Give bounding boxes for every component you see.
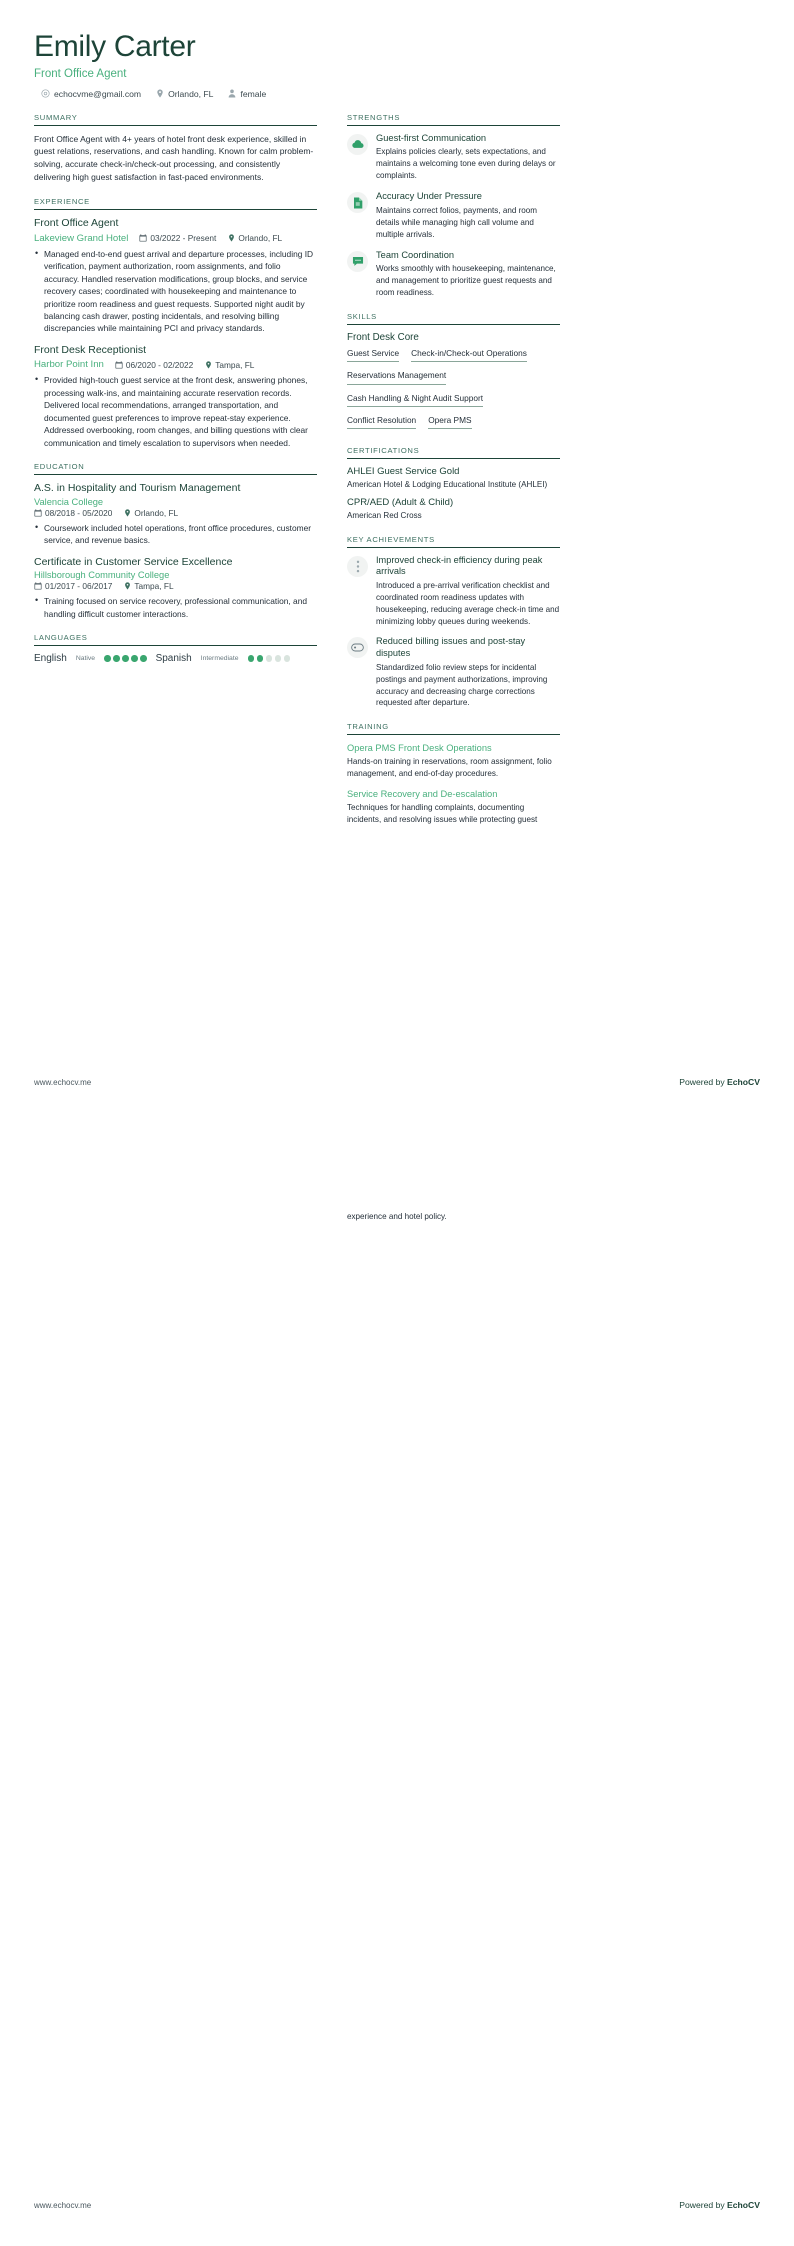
skill-group-name: Front Desk Core [347,332,419,344]
experience-dates-text: 03/2022 - Present [150,233,217,244]
education-location-text: Tampa, FL [134,581,174,592]
education-bullets [34,595,317,620]
right-column [347,113,560,839]
strength-item [347,133,560,183]
experience-dates [139,233,216,243]
page2-left-column [34,1123,317,1223]
section-title-skills: SKILLS [347,312,377,322]
experience-company: Lakeview Grand Hotel [34,232,129,244]
footer-brand-name: EchoCV [727,2200,760,2210]
section-title-achievements: KEY ACHIEVEMENTS [347,534,435,544]
experience-location-text: Tampa, FL [215,359,255,370]
education-dates-text: 01/2017 - 06/2017 [45,581,113,592]
footer-powered-prefix: Powered by [679,1077,728,1087]
document-icon [347,192,368,213]
experience-location [204,360,254,370]
skill-chip: Guest Service [347,348,399,362]
contact-email-text: echocvme@gmail.com [54,88,142,99]
language-rating [104,655,147,662]
education-bullet: • Training focused on service recovery, professional communication, and handling difficult customer interactions. [34,595,317,620]
experience-bullet: • Provided high-touch guest service at the front desk, answering phones, processing walk-ins, and maintaining accurate reservation records. Delivered local recommendations, arranged transportation, and documented guest preferences to improve repeat-stay experience. Addressed overbooking, room changes, and billing questions with clear communication and timely escalation to supervisors when needed. [34,374,317,449]
contact-gender [227,89,266,99]
rating-dot [275,655,282,662]
education-entry [34,482,317,547]
education-dates [34,581,112,591]
strength-title: Team Coordination [376,249,455,260]
language-name: Spanish [155,653,192,665]
language-rating [248,655,291,662]
training-desc: Hands-on training in reservations, room assignment, folio management, and end-of-day procedures. [347,757,552,779]
education-location-text: Orlando, FL [134,507,179,518]
footer-brand [679,1077,760,1087]
strength-desc: Explains policies clearly, sets expectations, and maintains a welcoming tone even during delays or complaints. [376,147,556,181]
footer-brand-name: EchoCV [727,1077,760,1087]
chat-bubble-icon [347,251,368,272]
education-school: Hillsborough Community College [34,570,170,581]
section-rule [34,209,317,210]
section-title-certifications: CERTIFICATIONS [347,446,420,456]
section-title-summary: SUMMARY [34,112,78,122]
section-title-strengths: STRENGTHS [347,112,401,122]
achievement-title: Reduced billing issues and post-stay disputes [376,636,526,659]
summary-text: Front Office Agent with 4+ years of hotel front desk experience, skilled in guest relations, reservations, and cash handling. Known for calm problem-solving, accurate check-in/check-out processing, and consistently delivering high guest satisfaction in fast-paced environments. [34,133,314,183]
section-certifications [347,446,560,521]
section-rule [347,458,560,459]
section-rule [34,645,317,646]
rating-dot [140,655,147,662]
strength-item [347,191,560,241]
rating-dot [248,655,255,662]
section-experience [34,197,317,449]
footer-powered-prefix: Powered by [679,2200,728,2210]
education-location [123,508,178,518]
resume-header [0,0,794,99]
training-item [347,788,560,826]
education-dates [34,508,112,518]
experience-dates-text: 06/2020 - 02/2022 [125,359,194,370]
page-title: Emily Carter [34,30,196,63]
section-training [347,722,560,825]
strength-item [347,250,560,300]
section-rule [347,324,560,325]
section-strengths [347,113,560,300]
skill-chip: Check-in/Check-out Operations [411,348,527,362]
section-rule [34,125,317,126]
vertical-dots-icon [347,556,368,577]
section-rule [347,734,560,735]
certification-item [347,497,560,521]
page-footer [34,1077,760,1087]
experience-meta [34,233,317,244]
skill-chip: Opera PMS [428,415,471,429]
experience-job-title: Front Office Agent [34,217,119,230]
achievement-title: Improved check-in efficiency during peak arrivals [376,554,543,577]
section-rule [34,474,317,475]
language-level: Native [75,655,96,663]
map-pin-icon [227,234,235,242]
education-meta [34,508,317,518]
education-dates-text: 08/2018 - 05/2020 [45,507,113,518]
training-desc: Techniques for handling complaints, documenting incidents, and resolving issues while protecting guest [347,802,538,824]
certification-issuer: American Hotel & Lodging Educational Institute (AHLEI) [347,480,548,490]
education-location [123,581,173,591]
contact-row [34,89,760,99]
strength-body [376,250,560,300]
experience-location [227,233,282,243]
skill-chip-list [347,348,560,433]
training-name: Opera PMS Front Desk Operations [347,743,492,754]
achievement-item [347,636,560,709]
left-column [34,113,317,678]
strength-desc: Works smoothly with housekeeping, maintenance, and management to prioritize guest requests and room readiness. [376,264,556,298]
contact-location-text: Orlando, FL [168,88,214,99]
experience-bullets [34,248,317,335]
rating-dot [131,655,138,662]
tag-icon [347,637,368,658]
rating-dot [104,655,111,662]
education-degree: A.S. in Hospitality and Tourism Management [34,482,241,495]
education-school: Valencia College [34,496,104,507]
section-languages [34,633,317,664]
skill-chip: Reservations Management [347,370,446,384]
rating-dot [113,655,120,662]
resume-columns [0,99,794,839]
section-title-training: TRAINING [347,722,389,732]
map-pin-icon [155,89,164,98]
page2-columns [0,1123,794,1223]
experience-dates [115,360,193,370]
certification-name: AHLEI Guest Service Gold [347,466,460,478]
experience-bullets [34,374,317,449]
map-pin-icon [123,582,131,590]
footer-site: www.echocv.me [34,2201,92,2210]
achievement-desc: Introduced a pre-arrival verification checklist and coordinated room readiness updates with housekeeping, reducing average check-in time and minimizing lobby queues during weekends. [376,581,560,626]
cloud-icon [347,134,368,155]
education-meta [34,581,317,591]
experience-company: Harbor Point Inn [34,359,104,371]
experience-entry [34,344,317,449]
strength-body [376,133,560,183]
page-footer [34,2200,760,2210]
section-title-languages: LANGUAGES [34,633,88,643]
calendar-icon [115,361,123,369]
languages-row [34,653,317,664]
contact-email [41,89,141,99]
strength-title: Accuracy Under Pressure [376,191,482,202]
strength-desc: Maintains correct folios, payments, and room details while managing high call volume and multiple arrivals. [376,205,538,239]
contact-location [155,89,213,99]
section-rule [347,125,560,126]
section-education [34,462,317,620]
experience-location-text: Orlando, FL [238,233,283,244]
language-name: English [34,653,67,665]
training-item [347,742,560,780]
strength-body [376,191,560,241]
footer-brand [679,2200,760,2210]
map-pin-icon [204,361,212,369]
contact-gender-text: female [240,88,267,99]
training-name: Service Recovery and De-escalation [347,788,498,799]
person-icon [227,89,236,98]
calendar-icon [139,234,147,242]
page2-right-column [347,1123,560,1223]
at-sign-icon [41,89,50,98]
calendar-icon [34,509,42,517]
section-skills [347,312,560,433]
rating-dot [257,655,264,662]
certification-issuer: American Red Cross [347,511,422,521]
map-pin-icon [123,509,131,517]
education-degree: Certificate in Customer Service Excellence [34,555,233,568]
experience-meta [34,359,317,370]
rating-dot [284,655,291,662]
skill-chip: Cash Handling & Night Audit Support [347,393,483,407]
language-level: Intermediate [200,655,239,663]
certification-name: CPR/AED (Adult & Child) [347,497,454,509]
rating-dot [122,655,129,662]
training-desc-continued: experience and hotel policy. [347,1212,447,1221]
section-summary [34,113,317,185]
achievement-body [376,636,560,709]
header-role: Front Office Agent [34,67,127,80]
experience-bullet: • Managed end-to-end guest arrival and departure processes, including ID verification, payment authorization, room assignments, and folio accuracy. Handled reservation modifications, group blocks, and service recovery cases; coordinated with housekeeping and maintenance to prioritize room readiness and guest requests. Supported night audit by balancing cash drawer, posting incidentals, and resolving billing discrepancies while maintaining PCI and privacy standards. [34,248,317,335]
strength-title: Guest-first Communication [376,132,487,143]
certification-item [347,466,560,490]
section-title-experience: EXPERIENCE [34,197,90,207]
section-achievements [347,535,560,710]
skill-chip: Conflict Resolution [347,415,416,429]
experience-job-title: Front Desk Receptionist [34,343,147,356]
section-title-education: EDUCATION [34,462,85,472]
calendar-icon [34,582,42,590]
resume-page-2 [0,1123,794,2246]
experience-entry [34,217,317,335]
education-bullets [34,522,317,547]
footer-site: www.echocv.me [34,1078,92,1087]
education-entry [34,556,317,621]
rating-dot [266,655,273,662]
achievement-item [347,555,560,628]
section-rule [347,547,560,548]
education-bullet: • Coursework included hotel operations, front office procedures, customer service, and revenue basics. [34,522,317,547]
achievement-body [376,555,560,628]
achievement-desc: Standardized folio review steps for incidental postings and payment authorizations, improving accuracy and decreasing charge corrections requested after departure. [376,662,548,708]
